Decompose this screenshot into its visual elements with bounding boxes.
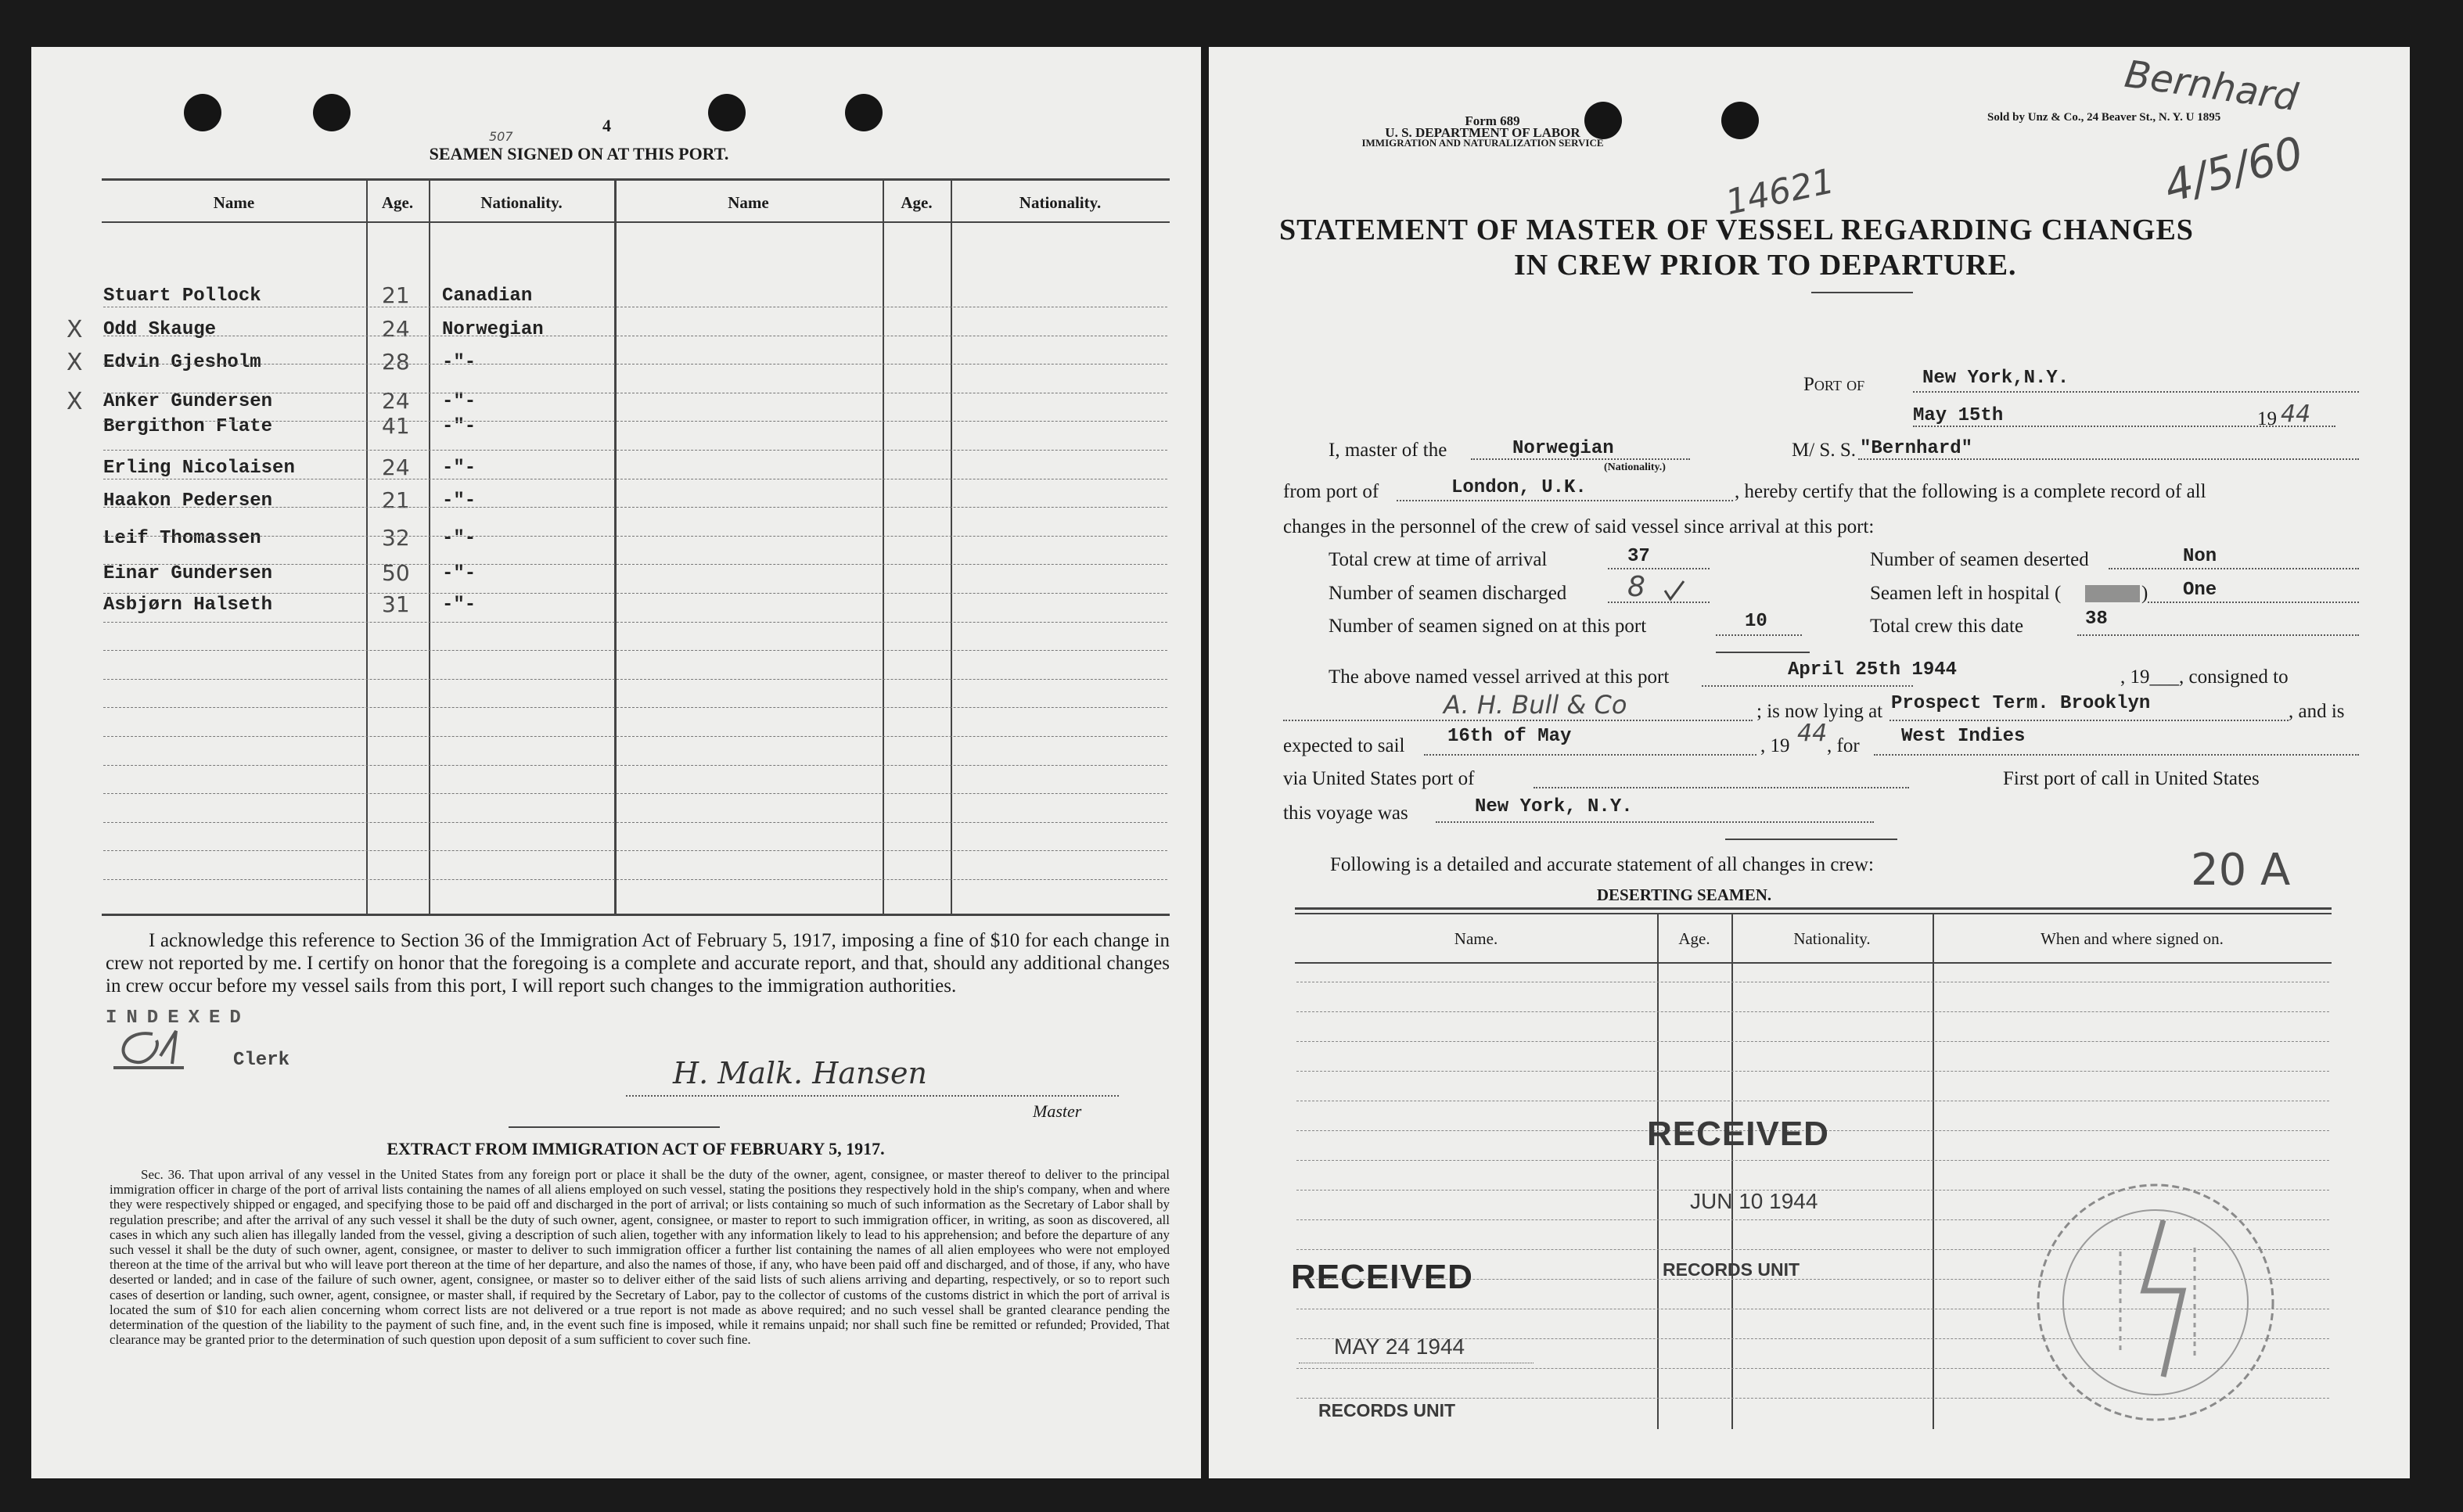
table-rule: [103, 564, 1167, 565]
destination-line: [1874, 754, 2359, 756]
crew-nationality: -"-: [442, 563, 476, 584]
deserted-label: Number of seamen deserted: [1870, 549, 2089, 570]
table-rule: [103, 793, 1167, 794]
crew-nationality: -"-: [442, 490, 476, 512]
lying-value: Prospect Term. Brooklyn: [1891, 693, 2151, 714]
extract-title: EXTRACT FROM IMMIGRATION ACT OF FEBRUARY 5, 1917.: [387, 1139, 885, 1158]
from-port-label: from port of: [1283, 481, 1379, 502]
total-crew-date-value: 38: [2085, 609, 2108, 630]
table-rule: [103, 707, 1167, 708]
crew-name: Leif Thomassen: [103, 528, 261, 549]
table-rule: [103, 765, 1167, 766]
crew-nationality: -"-: [442, 594, 476, 616]
destination-value: West Indies: [1901, 726, 2026, 747]
table-rule: [103, 364, 1167, 365]
table-rule: [103, 450, 1167, 451]
crew-age: 32: [382, 525, 410, 551]
received-stamp-date: JUN 10 1944: [1690, 1189, 1818, 1213]
arrived-line: [1702, 685, 1913, 687]
signed-on-heading: SEAMEN SIGNED ON AT THIS PORT.: [429, 144, 729, 163]
table-rule: [103, 507, 1167, 508]
col-header-name-2: Name: [728, 193, 769, 212]
crew-nationality: -"-: [442, 458, 476, 479]
hospital-paren: ): [2141, 583, 2148, 604]
punch-hole: [708, 94, 746, 131]
deserting-header-rule: [1295, 962, 2332, 964]
port-line: [1913, 391, 2359, 393]
expected-label: expected to sail: [1283, 735, 1405, 756]
crew-age: 24: [382, 388, 410, 414]
consigned-text: , 19___, consigned to: [2120, 666, 2289, 688]
voyage-rule: [1725, 839, 1897, 840]
crew-nationality: Canadian: [442, 286, 533, 307]
punch-hole: [1721, 102, 1759, 139]
first-port-label: First port of call in United States: [2003, 768, 2260, 789]
acknowledgment-text: I acknowledge this reference to Section 36 of the Immigration Act of February 5, 1917, imposing a fine of $10 for each change in crew not reported by me. I certify on honor that the foregoing is a complete and accurate report, and that, should any additional changes in crew occur before my vessel sails from this port, I will report such changes to the immigration authorities.: [106, 930, 1170, 997]
table-rule: [103, 736, 1167, 737]
signed-on-count-label: Number of seamen signed on at this port: [1329, 616, 1647, 637]
deserted-value: Non: [2183, 546, 2217, 567]
crew-age: 31: [382, 591, 410, 617]
department: U. S. DEPARTMENT OF LABOR: [1385, 125, 1580, 140]
following-text: Following is a detailed and accurate statement of all changes in crew:: [1330, 854, 1874, 875]
total-crew-date-label: Total crew this date: [1870, 616, 2024, 637]
year-prefix: 19: [2257, 408, 2277, 429]
hospital-label: Seamen left in hospital (: [1870, 583, 2062, 604]
date-value: May 15th: [1913, 405, 2004, 426]
crew-name: Haakon Pedersen: [103, 490, 273, 512]
crew-nationality: -"-: [442, 352, 476, 373]
crew-nationality: -"-: [442, 391, 476, 412]
crew-nationality: Norwegian: [442, 319, 544, 340]
from-port-line: [1397, 500, 1733, 501]
extract-rule: [509, 1126, 720, 1128]
col-header-age-2: Age.: [901, 193, 933, 212]
changes-text: changes in the personnel of the crew of said vessel since arrival at this port:: [1283, 516, 1875, 537]
redacted-mark: [2085, 585, 2140, 602]
crew-nationality: -"-: [442, 528, 476, 549]
arrived-label: The above named vessel arrived at this port: [1329, 666, 1670, 688]
nationality-caption: (Nationality.): [1604, 462, 1666, 473]
table-rule: [103, 536, 1167, 537]
master-signature: H. Malk. Hansen: [673, 1056, 927, 1090]
signed-on-count-value: 10: [1745, 611, 1767, 632]
deserting-rule: [1296, 1160, 2329, 1161]
crew-age: 41: [382, 413, 410, 439]
col-divider: [366, 178, 368, 914]
title-rule: [1811, 292, 1913, 293]
received-stamp-title: RECEIVED: [1647, 1115, 1829, 1153]
table-top-rule: [102, 178, 1170, 181]
crew-age: 28: [382, 349, 410, 375]
table-rule: [103, 879, 1167, 880]
stat-line: [2077, 634, 2359, 636]
hospital-value: One: [2183, 580, 2217, 601]
discharged-label: Number of seamen discharged: [1329, 583, 1567, 604]
via-label: via United States port of: [1283, 768, 1475, 789]
vessel-value: "Bernhard": [1860, 438, 1973, 459]
form-title-line-1: STATEMENT OF MASTER OF VESSEL REGARDING CHANGES: [1279, 214, 2194, 246]
col-header-name: Name: [213, 193, 255, 212]
left-page: [31, 47, 1201, 1478]
received-stamp-unit: RECORDS UNIT: [1663, 1259, 1800, 1280]
deserting-col-signed-on: When and where signed on.: [2041, 929, 2224, 948]
punch-hole: [313, 94, 351, 131]
deserting-col-age: Age.: [1678, 929, 1710, 948]
deserting-rule: [1296, 1071, 2329, 1072]
col-header-nationality-2: Nationality.: [1019, 193, 1102, 212]
consignee-value: A. H. Bull & Co: [1444, 690, 1627, 720]
crew-age: 50: [382, 560, 410, 586]
heading-annotation: 507: [489, 129, 513, 144]
indexed-stamp: INDEXED: [106, 1007, 250, 1029]
crew-nationality: -"-: [442, 416, 476, 437]
ms-label: M/ S. S.: [1792, 440, 1856, 461]
year-value: 44: [2281, 400, 2311, 428]
received-stamp-2-unit: RECORDS UNIT: [1318, 1400, 1456, 1420]
expected-year-prefix: , 19: [1760, 735, 1790, 756]
for-label: , for: [1827, 735, 1860, 756]
col-divider: [951, 178, 952, 914]
form-number: Form 689: [1465, 113, 1520, 128]
col-divider: [883, 178, 884, 914]
stats-rule: [1716, 652, 1810, 653]
crew-name: Anker Gundersen: [103, 391, 273, 412]
col-header-age: Age.: [381, 193, 414, 212]
service: IMMIGRATION AND NATURALIZATION SERVICE: [1361, 137, 1604, 149]
form-title-line-2: IN CREW PRIOR TO DEPARTURE.: [1514, 249, 2017, 282]
check-icon: [1663, 579, 1686, 602]
col-header-nationality: Nationality.: [480, 193, 563, 212]
lying-line: [1889, 720, 2289, 721]
deserting-heading: DESERTING SEAMEN.: [1596, 885, 1772, 904]
deserting-top-rule-2: [1295, 913, 2332, 914]
deserting-col-name: Name.: [1454, 929, 1498, 948]
stat-line: [1716, 634, 1802, 636]
punch-hole: [184, 94, 221, 131]
col-divider: [1657, 913, 1659, 1429]
total-crew-arrival-value: 37: [1627, 546, 1650, 567]
table-rule: [103, 650, 1167, 651]
received-stamp-2-date: MAY 24 1944: [1334, 1334, 1465, 1359]
col-divider: [429, 178, 430, 914]
circular-seal-icon: [2026, 1173, 2285, 1431]
crew-age: 24: [382, 316, 410, 342]
table-bottom-rule: [102, 914, 1170, 916]
nationality-value: Norwegian: [1512, 438, 1614, 459]
table-header-rule: [102, 221, 1170, 223]
total-crew-arrival-label: Total crew at time of arrival: [1329, 549, 1548, 570]
col-divider: [1933, 913, 1934, 1429]
handwritten-ship-name: Bernhard: [2122, 52, 2301, 120]
master-label: Master: [1033, 1101, 1082, 1121]
voyage-value: New York, N.Y.: [1475, 796, 1633, 817]
crew-name: Asbjørn Halseth: [103, 594, 273, 616]
table-rule: [103, 593, 1167, 594]
clerk-label: Clerk: [233, 1050, 290, 1071]
right-page: [1209, 47, 2410, 1478]
crew-name: Stuart Pollock: [103, 286, 261, 307]
signature-line: [626, 1095, 1119, 1097]
port-label: Port of: [1803, 374, 1865, 395]
table-rule: [103, 822, 1167, 823]
expected-value: 16th of May: [1447, 726, 1572, 747]
crew-age: 24: [382, 454, 410, 480]
port-value: New York,N.Y.: [1922, 368, 2069, 389]
crew-name: Edvin Gjesholm: [103, 352, 261, 373]
deserting-rule: [1296, 1011, 2329, 1012]
deserting-top-rule: [1295, 907, 2332, 910]
handwritten-number: 14621: [1722, 161, 1838, 223]
table-rule: [103, 850, 1167, 851]
handwritten-reference: 4/5/60: [2159, 127, 2309, 214]
crew-name: Odd Skauge: [103, 319, 217, 340]
deserting-col-nationality: Nationality.: [1793, 929, 1871, 948]
arrived-value: April 25th 1944: [1788, 659, 1958, 681]
page-number: 4: [602, 116, 611, 135]
seller-note: Sold by Unz & Co., 24 Beaver St., N. Y. U 1895: [1987, 111, 2221, 124]
received-stamp-2-title: RECEIVED: [1291, 1258, 1473, 1296]
crew-age: 21: [382, 487, 410, 513]
voyage-label: this voyage was: [1283, 803, 1408, 824]
col-divider: [1731, 913, 1733, 1429]
table-rule: [103, 421, 1167, 422]
deserting-rule: [1296, 1041, 2329, 1042]
col-divider: [614, 178, 617, 914]
consignee-line: [1283, 720, 1753, 721]
certify-text: , hereby certify that the following is a complete record of all: [1735, 481, 2206, 502]
and-is-text: , and is: [2289, 701, 2345, 722]
crew-age: 21: [382, 282, 410, 308]
stat-line: [1608, 568, 1710, 569]
expected-year: 44: [1797, 720, 1828, 747]
crew-name: Einar Gundersen: [103, 563, 273, 584]
table-rule: [103, 679, 1167, 680]
stat-line: [2148, 602, 2359, 603]
crew-check-mark: X: [67, 388, 83, 415]
lying-label: ; is now lying at: [1756, 701, 1883, 722]
crew-check-mark: X: [67, 349, 83, 376]
handwritten-code: 20 A: [2191, 845, 2291, 896]
stat-line: [1608, 602, 1710, 603]
via-line: [1534, 787, 1909, 788]
from-port-value: London, U.K.: [1451, 477, 1587, 498]
crew-name: Bergithon Flate: [103, 416, 273, 437]
expected-line: [1424, 754, 1756, 756]
crew-name: Erling Nicolaisen: [103, 458, 295, 479]
master-of-label: I, master of the: [1329, 440, 1447, 461]
clerk-initials: [106, 1025, 192, 1072]
discharged-value: 8: [1627, 571, 1645, 603]
crew-check-mark: X: [67, 316, 83, 343]
extract-text: Sec. 36. That upon arrival of any vessel in the United States from any foreign port or place it shall be the duty of the owner, agent, consignee, or master thereof to deliver to the principal immigration officer in charge of the port of arrival lists containing the names of all aliens employed on such vessel, stating the positions they respectively hold in the ship's company, when and where they were respectively shipped or engaged, and specifying those to be paid off and discharged in the port of arrival; or lists containing so much of such information as the Secretary of Labor shall by regulation prescribe; and after the arrival of any such vessel it shall be the duty of such owner, agent, consignee, or master to report to such immigration officer, in writing, as soon as discovered, all cases in which any such alien has illegally landed from the vessel, giving a description of such alien, together with any information likely to lead to his apprehension; and before the departure of any such vessel it shall be the duty of such owner, agent, consignee, or master to deliver to such immigration officer a further list containing the names of all alien employees who were not employed thereon at the time of the arrival but who will leave port thereon at the time of her departure, and also the names of those, if any, who have been paid off and discharged, and of those, if any, who have deserted or landed; and in case of the failure of such owner, agent, consignee, or master so to deliver either of the said lists of such aliens arriving and departing, respectively, or so to report such cases of desertion or landing, such owner, agent, consignee, or master shall, if required by the Secretary of Labor, pay to the collector of customs of the customs district in which the port of arrival is located the sum of $10 for each alien concerning whom correct lists are not delivered or a true report is not made as above required; and no such vessel shall be granted clearance pending the determination of the question of the liability to the payment of such fine, and, in the event such fine is imposed, while it remains unpaid; nor shall such fine be remitted or refunded; Provided, That clearance may be granted prior to the determination of such question upon deposit of a sum sufficient to cover such fine.: [110, 1167, 1170, 1348]
punch-hole: [845, 94, 883, 131]
table-rule: [103, 622, 1167, 623]
stat-line: [2109, 568, 2359, 569]
voyage-line: [1436, 821, 1874, 823]
